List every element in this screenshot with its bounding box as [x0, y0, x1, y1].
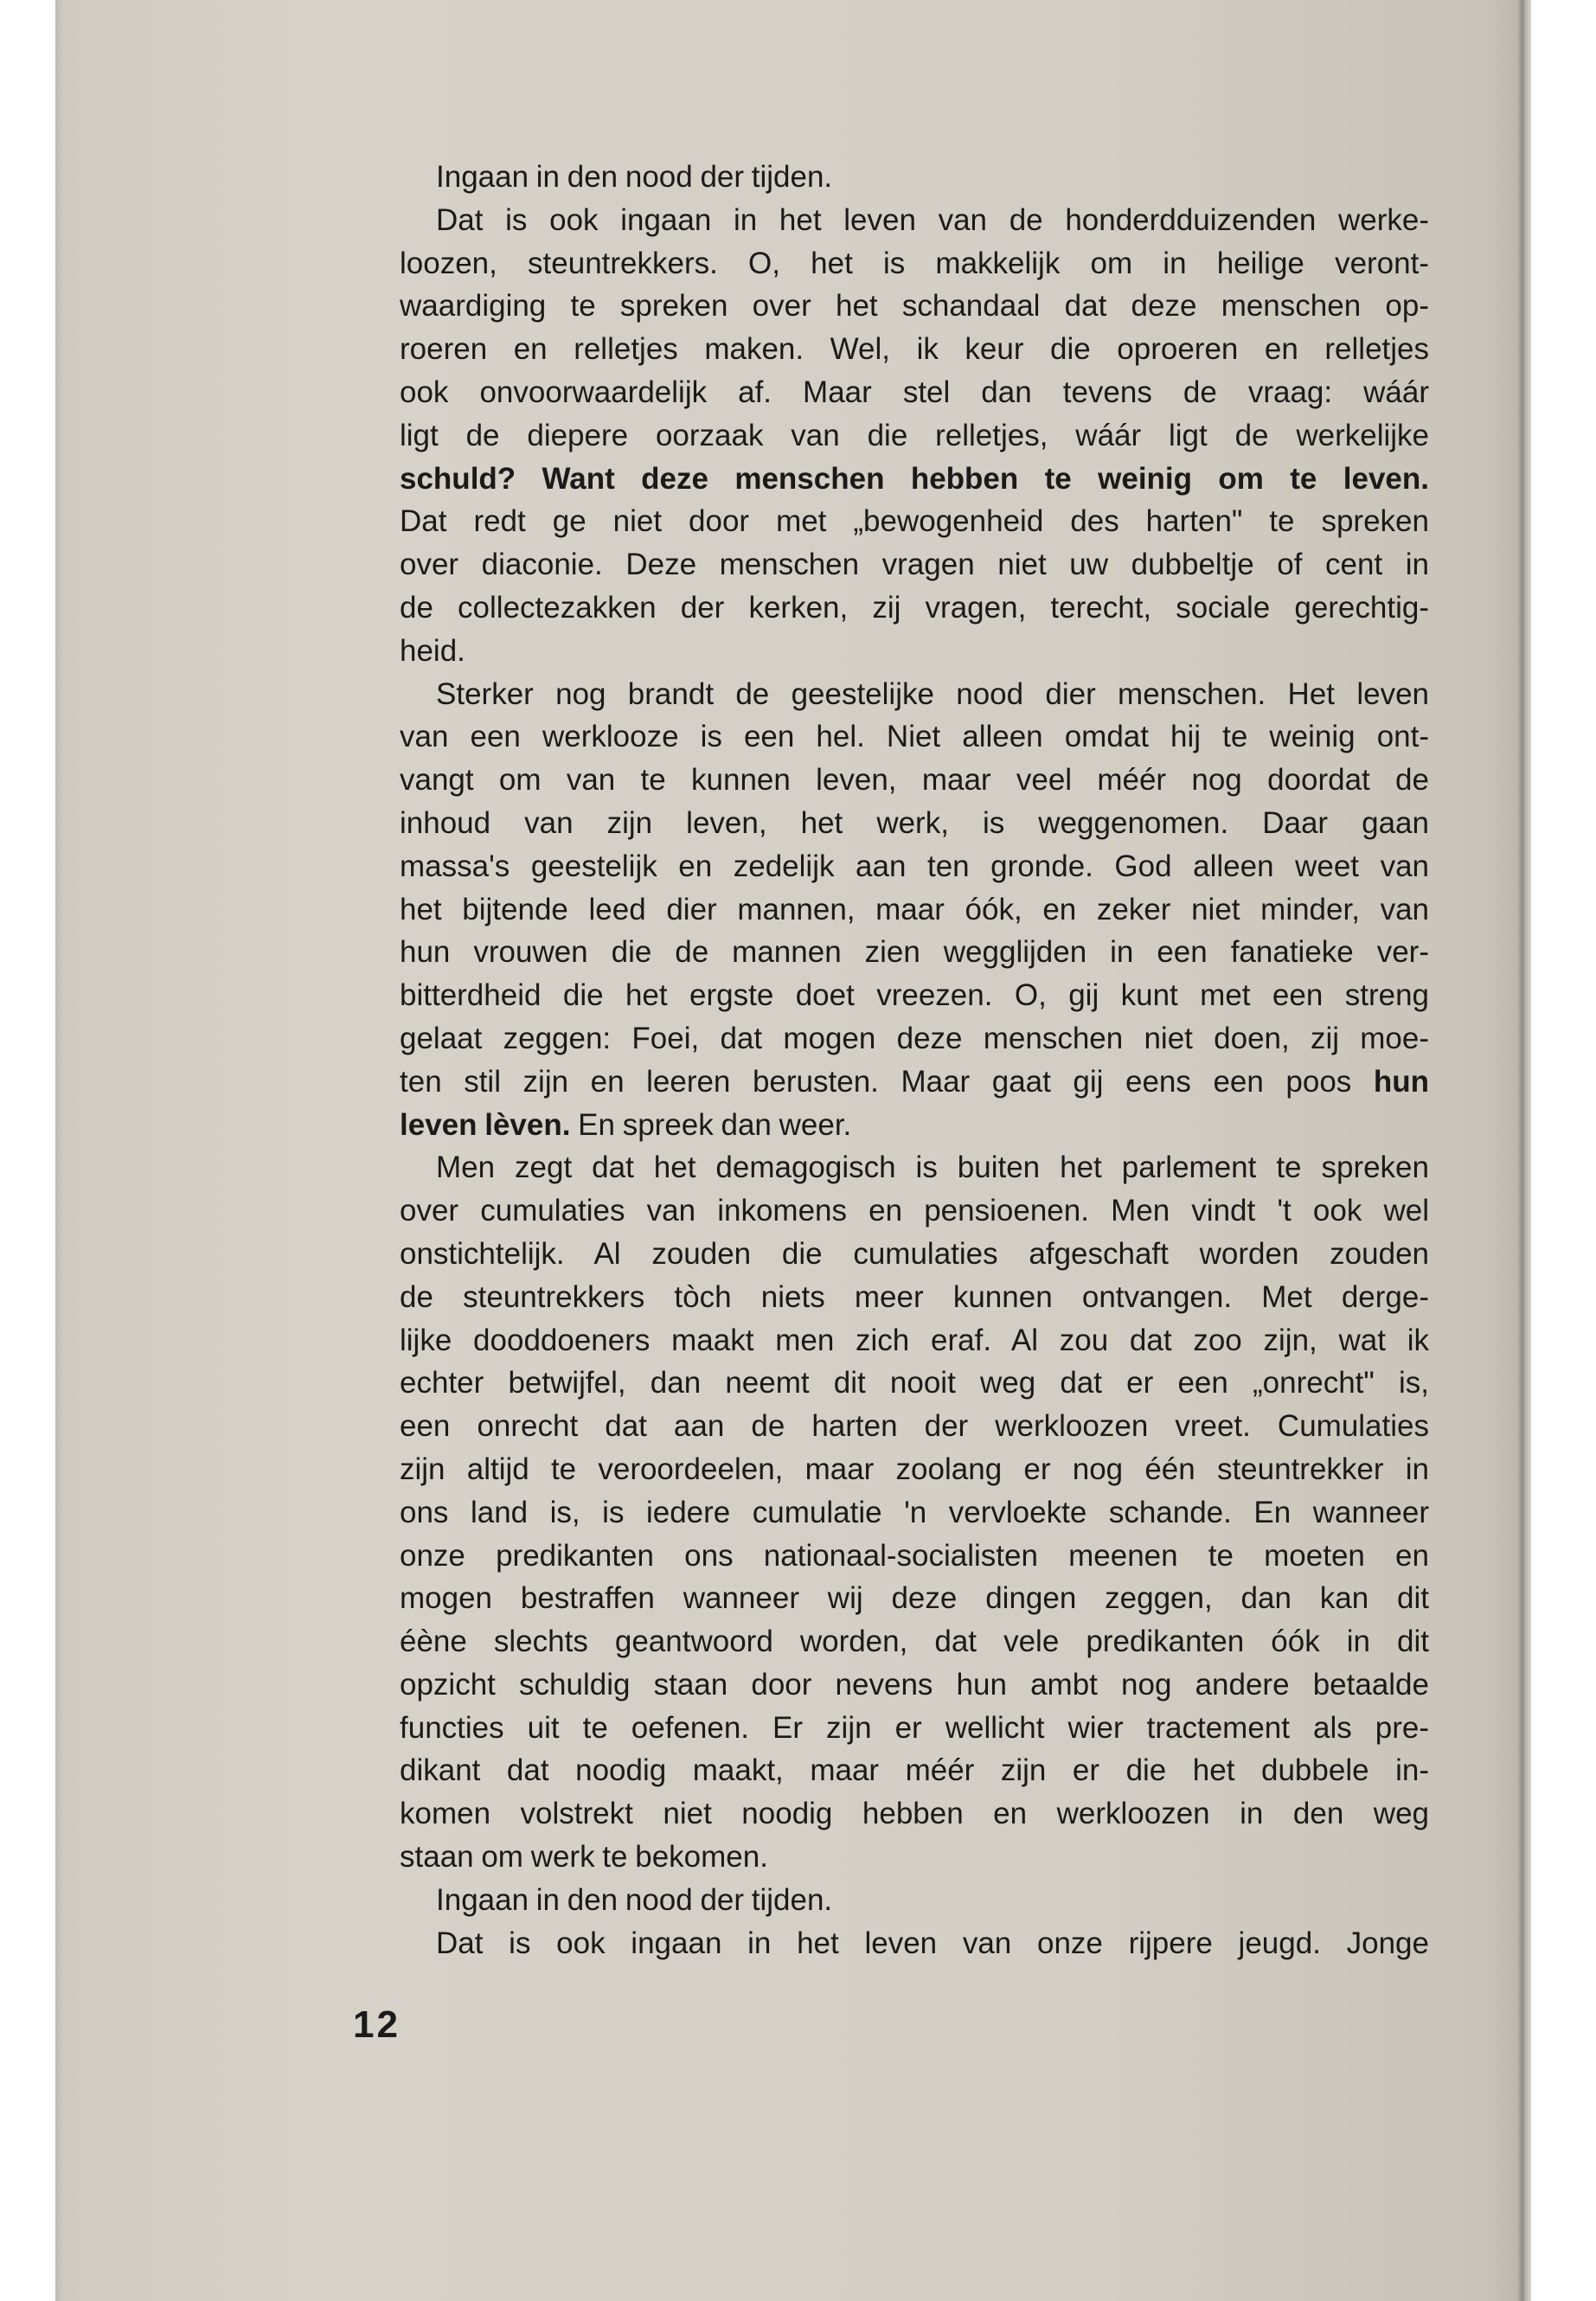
text-segment: inhoud van zijn leven, het werk, is weggenomen. Daar gaan	[400, 805, 1429, 840]
text-segment: massa's geestelijk en zedelijk aan ten gronde. God alleen weet van	[400, 849, 1429, 883]
text-line	[400, 458, 1429, 501]
text-segment: Dat redt ge niet door met „bewogenheid des harten" te spreken	[400, 504, 1429, 539]
text-line	[400, 1879, 1429, 1922]
text-segment: ons land is, is iedere cumulatie 'n vervloekte schande. En wanneer	[400, 1495, 1429, 1529]
text-line	[400, 586, 1429, 630]
text-line	[400, 1663, 1429, 1707]
text-segment: mogen bestraffen wanneer wij deze dingen zeggen, dan kan dit	[400, 1581, 1429, 1616]
text-segment: opzicht schuldig staan door nevens hun ambt nog andere betaalde	[400, 1667, 1429, 1702]
text-segment: onze predikanten ons nationaal-socialisten meenen te moeten en	[400, 1538, 1429, 1573]
text-segment: loozen, steuntrekkers. O, het is makkelijk om in heilige veront-	[400, 246, 1429, 280]
text-segment: onstichtelijk. Al zouden die cumulaties afgeschaft worden zouden	[400, 1236, 1429, 1271]
text-segment: En spreek dan weer.	[570, 1107, 852, 1142]
text-line	[400, 974, 1429, 1017]
text-line	[400, 156, 1429, 199]
text-segment: Ingaan in den nood der tijden.	[436, 1882, 833, 1917]
text-segment: ook onvoorwaardelijk af. Maar stel dan tevens de vraag: wáár	[400, 375, 1429, 409]
text-line	[400, 1061, 1429, 1104]
text-segment: van een werklooze is een hel. Niet alleen omdat hij te weinig ont-	[400, 720, 1429, 754]
text-segment: gelaat zeggen: Foei, dat mogen deze menschen niet doen, zij moe-	[400, 1021, 1429, 1055]
text-segment: hun vrouwen die de mannen zien wegglijden in een fanatieke ver-	[400, 935, 1429, 970]
text-segment: zijn altijd te veroordeelen, maar zoolang er nog één steuntrekker in	[400, 1452, 1429, 1486]
text-segment: over diaconie. Deze menschen vragen niet uw dubbeltje of cent in	[400, 548, 1429, 582]
text-line	[400, 1189, 1429, 1233]
text-line	[400, 1535, 1429, 1578]
text-line	[400, 1017, 1429, 1061]
scanned-page	[55, 0, 1531, 2301]
text-line	[400, 802, 1429, 845]
text-segment: ligt de diepere oorzaak van die relletjes, wáár ligt de werkelijke	[400, 418, 1429, 452]
text-segment: waardiging te spreken over het schandaal dat deze menschen op-	[400, 289, 1429, 324]
text-segment: een onrecht dat aan de harten der werkloozen vreet. Cumulaties	[400, 1409, 1429, 1444]
text-segment: roeren en relletjes maken. Wel, ik keur die oproeren en relletjes	[400, 332, 1429, 367]
bold-text: leven lèven.	[400, 1107, 571, 1142]
text-segment: heid.	[400, 633, 465, 668]
text-segment: vangt om van te kunnen leven, maar veel méér nog doordat de	[400, 763, 1429, 798]
text-line	[400, 1104, 1429, 1147]
text-segment: lijke dooddoeners maakt men zich eraf. Al zou dat zoo zijn, wat ik	[400, 1323, 1429, 1357]
text-line	[400, 1362, 1429, 1405]
text-line	[400, 1491, 1429, 1535]
text-line	[400, 414, 1429, 458]
bold-text: schuld? Want deze menschen hebben te weinig om te leven.	[400, 461, 1429, 496]
text-line	[400, 543, 1429, 586]
text-line	[400, 328, 1429, 371]
page-number: 12	[353, 2003, 401, 2046]
text-segment: het bijtende leed dier mannen, maar óók, en zeker niet minder, van	[400, 892, 1429, 926]
text-segment: dikant dat noodig maakt, maar méér zijn er die het dubbele in-	[400, 1753, 1429, 1788]
text-segment: Dat is ook ingaan in het leven van onze rijpere jeugd. Jonge	[436, 1926, 1429, 1960]
text-line	[400, 845, 1429, 888]
text-line	[400, 1233, 1429, 1276]
text-segment: Men zegt dat het demagogisch is buiten het parlement te spreken	[436, 1150, 1429, 1185]
text-segment: functies uit te oefenen. Er zijn er wellicht wier tractement als pre-	[400, 1710, 1429, 1745]
text-line	[400, 1146, 1429, 1189]
text-line	[400, 1792, 1429, 1836]
text-line	[400, 1448, 1429, 1491]
bold-text: hun	[1373, 1064, 1429, 1099]
text-line	[400, 1707, 1429, 1750]
text-line	[400, 1836, 1429, 1879]
text-line	[400, 888, 1429, 932]
text-line	[400, 1922, 1429, 1965]
text-segment: de collectezakken der kerken, zij vragen, terecht, sociale gerechtig-	[400, 590, 1429, 625]
text-line	[400, 759, 1429, 802]
text-line	[400, 931, 1429, 974]
text-segment: éène slechts geantwoord worden, dat vele predikanten óók in dit	[400, 1625, 1429, 1659]
text-line	[400, 199, 1429, 242]
text-line	[400, 285, 1429, 328]
text-line	[400, 1276, 1429, 1319]
text-segment: echter betwijfel, dan neemt dit nooit weg dat er een „onrecht" is,	[400, 1366, 1429, 1400]
text-line	[400, 1749, 1429, 1792]
text-line	[400, 1319, 1429, 1362]
text-line	[400, 1405, 1429, 1448]
text-line	[400, 1620, 1429, 1663]
body-text	[400, 156, 1429, 1965]
text-line	[400, 673, 1429, 716]
text-line	[400, 371, 1429, 414]
text-segment: Dat is ook ingaan in het leven van de honderdduizenden werke-	[436, 202, 1429, 237]
text-segment: Sterker nog brandt de geestelijke nood dier menschen. Het leven	[436, 676, 1429, 711]
text-segment: over cumulaties van inkomens en pensioenen. Men vindt 't ook wel	[400, 1194, 1429, 1228]
text-line	[400, 715, 1429, 759]
text-segment: ten stil zijn en leeren berusten. Maar gaat gij eens een poos	[400, 1064, 1374, 1099]
text-line	[400, 242, 1429, 285]
text-segment: Ingaan in den nood der tijden.	[436, 160, 833, 194]
text-segment: bitterdheid die het ergste doet vreezen. O, gij kunt met een streng	[400, 978, 1429, 1013]
text-segment: komen volstrekt niet noodig hebben en werkloozen in den weg	[400, 1797, 1429, 1831]
text-segment: de steuntrekkers tòch niets meer kunnen ontvangen. Met derge-	[400, 1279, 1429, 1314]
text-line	[400, 500, 1429, 543]
text-line	[400, 630, 1429, 673]
text-line	[400, 1577, 1429, 1620]
text-segment: staan om werk te bekomen.	[400, 1840, 768, 1875]
